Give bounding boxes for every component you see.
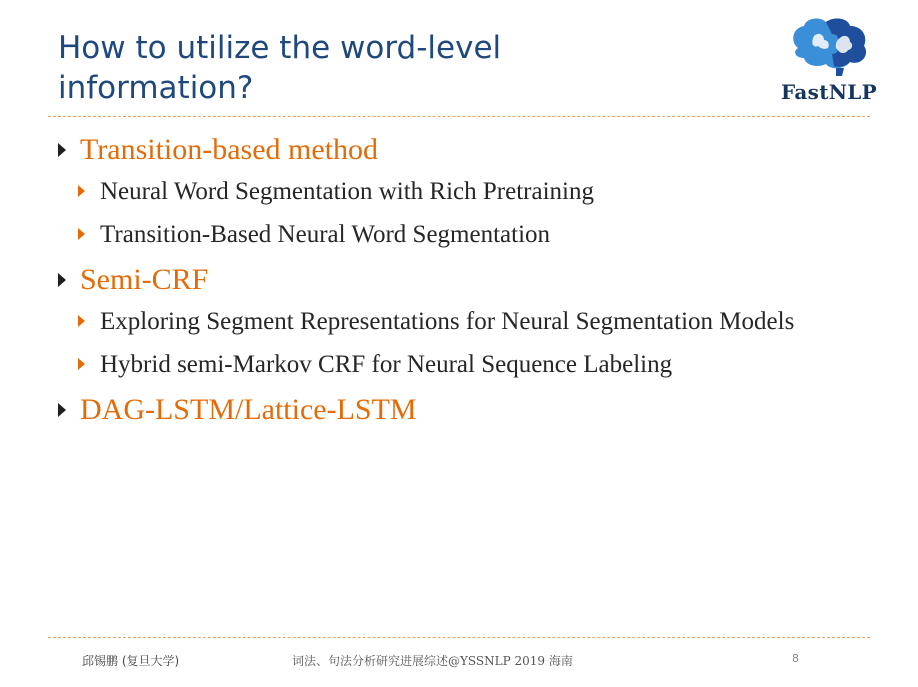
footer-event: 词法、句法分析研究进展综述@YSSNLP 2019 海南 (292, 654, 573, 668)
sub-bullet-text: Neural Word Segmentation with Rich Pretraining (100, 178, 594, 205)
bullet-arrow-icon (58, 273, 66, 287)
logo-wordmark: FastNLP (780, 80, 878, 104)
bullet-dag-lstm (58, 390, 858, 430)
footer-author: 邱锡鹏 (复旦大学) (82, 654, 180, 668)
sub-bullet (78, 174, 858, 209)
page-number: 8 (792, 652, 799, 665)
sub-bullet-text: Hybrid semi-Markov CRF for Neural Sequence Labeling (100, 351, 673, 378)
sub-bullet-arrow-icon (78, 185, 85, 197)
sub-bullet-arrow-icon (78, 228, 85, 240)
bullet-label: Semi-CRF (80, 263, 209, 296)
sub-bullet-text: Exploring Segment Representations for Neural Segmentation Models (100, 308, 795, 335)
footer-divider (48, 637, 870, 638)
bullet-list (58, 130, 858, 434)
sub-bullet-arrow-icon (78, 315, 85, 327)
brain-puzzle-icon (784, 14, 874, 78)
header-divider (48, 116, 870, 117)
sub-bullet (78, 304, 858, 339)
fastnlp-logo (776, 14, 882, 110)
sub-bullet (78, 217, 858, 252)
bullet-label: DAG-LSTM/Lattice-LSTM (80, 393, 417, 426)
bullet-arrow-icon (58, 403, 66, 417)
sub-bullet-arrow-icon (78, 358, 85, 370)
sub-bullet (78, 347, 858, 382)
bullet-transition-based (58, 130, 858, 170)
sub-bullet-text: Transition-Based Neural Word Segmentation (100, 221, 551, 248)
bullet-semi-crf (58, 260, 858, 300)
bullet-label: Transition-based method (80, 133, 379, 166)
bullet-arrow-icon (58, 143, 66, 157)
slide-title: How to utilize the word-level information? (58, 30, 502, 106)
